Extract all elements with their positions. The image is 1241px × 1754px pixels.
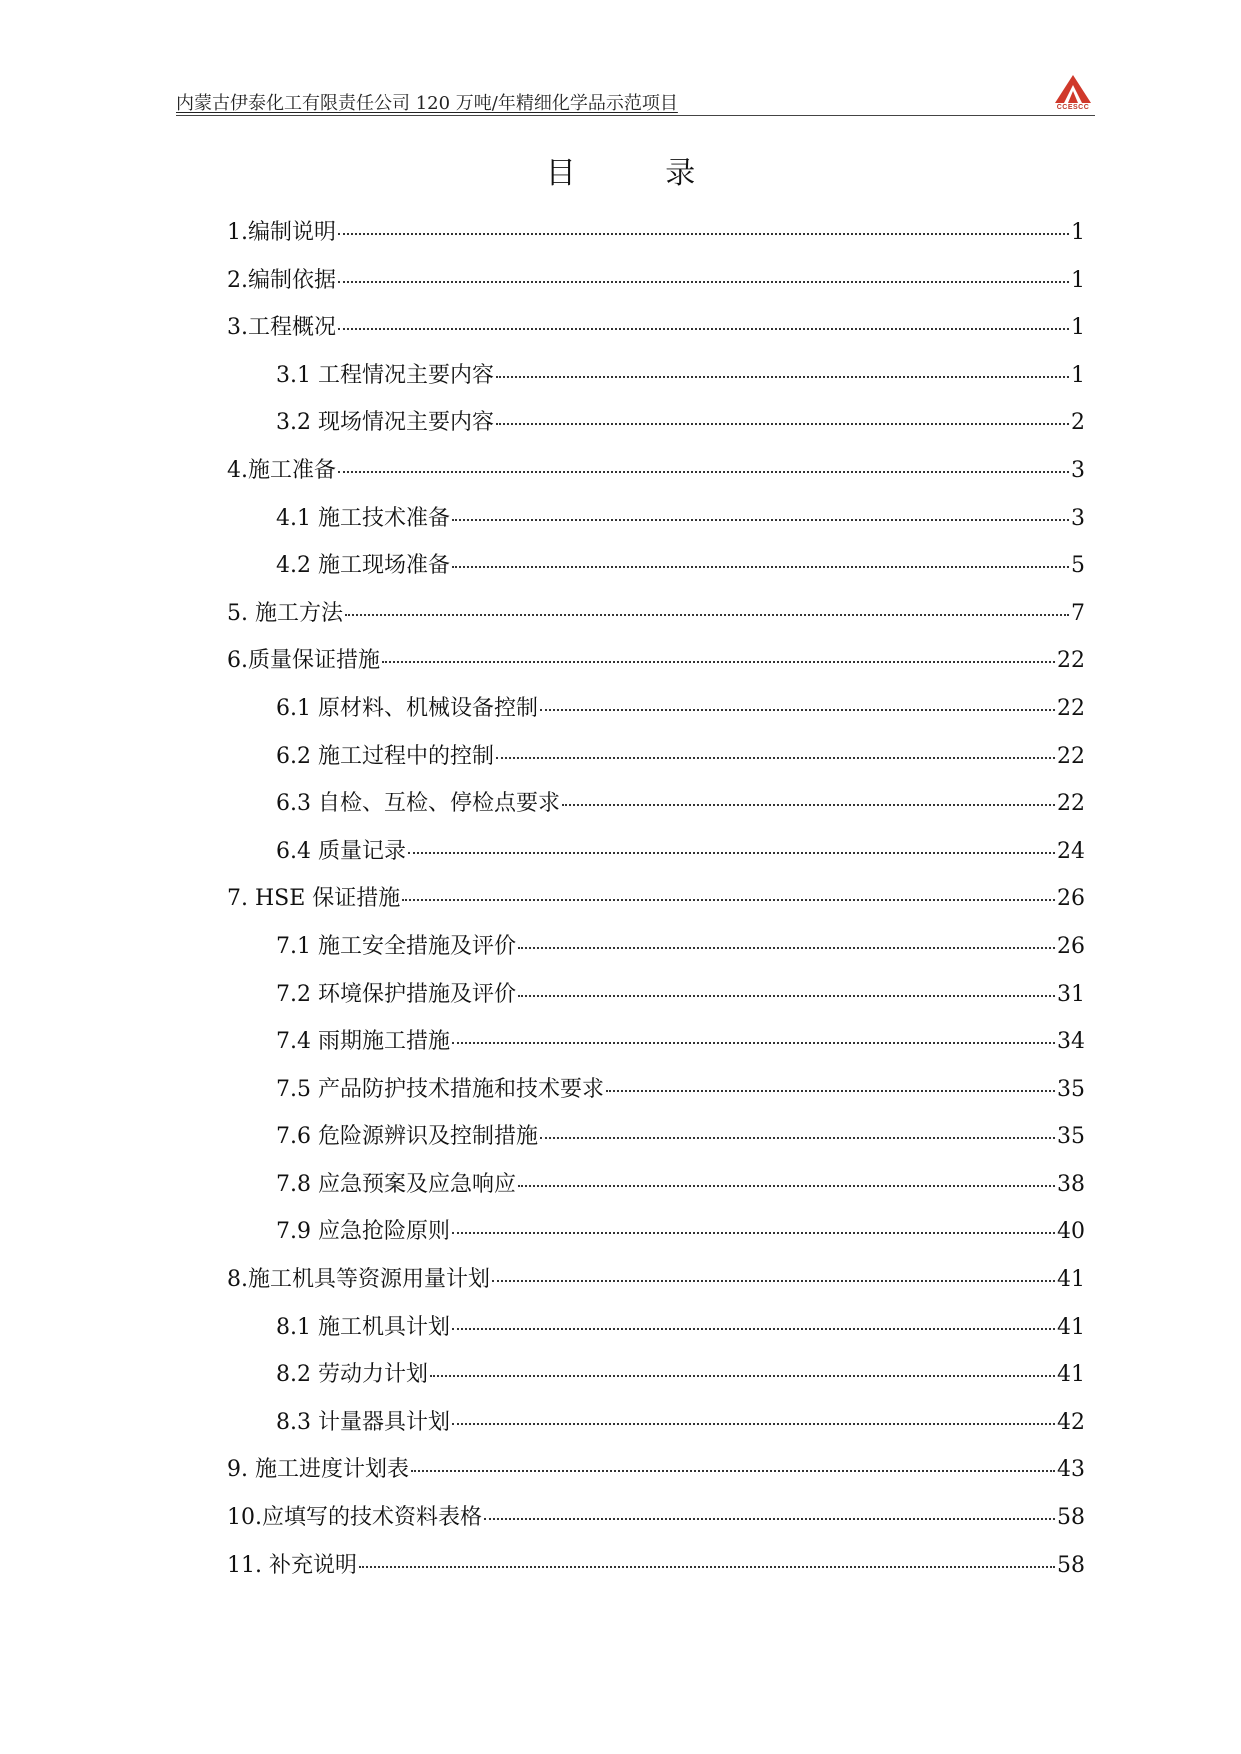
toc-leader-dots [408,851,1055,854]
page-header [176,85,1095,116]
toc-entry-label: 6.1 原材料、机械设备控制 [276,695,538,721]
toc-entry-label: 7. HSE 保证措施 [227,886,401,912]
toc-entry-page-number: 42 [1057,1409,1085,1435]
toc-entry-page-number: 26 [1057,933,1085,959]
toc-entry-page-number: 5 [1071,553,1085,579]
toc-entry[interactable] [227,310,1085,358]
toc-entry-label: 11. 补充说明 [227,1552,357,1578]
toc-entry-label: 4.施工准备 [227,457,336,483]
toc-entry-label: 7.9 应急抢险原则 [276,1219,450,1245]
toc-entry-page-number: 1 [1071,267,1085,293]
toc-entry[interactable] [227,977,1085,1025]
toc-entry-label: 6.2 施工过程中的控制 [276,743,494,769]
toc-entry-label: 10.应填写的技术资料表格 [227,1505,482,1531]
toc-entry-page-number: 34 [1057,1029,1085,1055]
toc-entry-page-number: 3 [1071,457,1085,483]
toc-entry[interactable] [227,501,1085,549]
toc-entry-label: 3.工程概况 [227,315,336,341]
toc-entry-label: 3.2 现场情况主要内容 [276,410,494,436]
toc-entry[interactable] [227,215,1085,263]
toc-entry[interactable] [227,1500,1085,1548]
toc-entry-label: 6.4 质量记录 [276,838,406,864]
toc-leader-dots [484,1517,1055,1520]
toc-entry-label: 2.编制依据 [227,267,336,293]
toc-entry[interactable] [227,1072,1085,1120]
toc-leader-dots [452,1327,1055,1330]
toc-entry[interactable] [227,1357,1085,1405]
toc-entry-label: 8.1 施工机具计划 [276,1314,450,1340]
toc-leader-dots [411,1469,1055,1472]
toc-leader-dots [402,898,1055,901]
toc-entry-page-number: 35 [1057,1076,1085,1102]
toc-entry[interactable] [227,1024,1085,1072]
toc-entry-page-number: 58 [1057,1552,1085,1578]
toc-entry[interactable] [227,834,1085,882]
toc-leader-dots [518,946,1055,949]
toc-entry[interactable] [227,1405,1085,1453]
toc-leader-dots [338,470,1069,473]
toc-leader-dots [540,1136,1055,1139]
toc-leader-dots [540,708,1055,711]
toc-entry-page-number: 41 [1057,1314,1085,1340]
toc-leader-dots [562,803,1055,806]
toc-entry-page-number: 1 [1071,220,1085,245]
toc-entry-page-number: 3 [1071,505,1085,531]
toc-leader-dots [338,280,1069,283]
toc-leader-dots [452,1231,1055,1234]
toc-leader-dots [430,1374,1055,1377]
toc-entry[interactable] [227,643,1085,691]
table-of-contents [227,215,1085,1595]
toc-entry-label: 6.3 自检、互检、停检点要求 [276,791,560,817]
toc-entry-page-number: 26 [1057,886,1085,912]
toc-entry-page-number: 58 [1057,1505,1085,1531]
toc-entry[interactable] [227,596,1085,644]
toc-leader-dots [496,375,1069,378]
toc-entry[interactable] [227,453,1085,501]
toc-leader-dots [492,1279,1055,1282]
logo-text: CCESCC [1056,104,1090,111]
toc-entry-label: 6.质量保证措施 [227,648,380,674]
toc-entry[interactable] [227,881,1085,929]
toc-entry[interactable] [227,786,1085,834]
toc-entry[interactable] [227,1310,1085,1358]
toc-entry-label: 7.5 产品防护技术措施和技术要求 [276,1076,604,1102]
toc-entry[interactable] [227,1548,1085,1596]
toc-entry[interactable] [227,358,1085,406]
toc-entry[interactable] [227,739,1085,787]
toc-entry[interactable] [227,691,1085,739]
toc-leader-dots [606,1089,1055,1092]
toc-entry[interactable] [227,263,1085,311]
page-title: 目 录 [545,156,736,191]
toc-leader-dots [496,422,1069,425]
toc-entry-label: 1.编制说明 [227,220,336,245]
toc-entry[interactable] [227,1214,1085,1262]
toc-entry-page-number: 38 [1057,1171,1085,1197]
toc-leader-dots [359,1565,1055,1568]
toc-leader-dots [518,1184,1055,1187]
toc-entry-page-number: 1 [1071,315,1085,341]
toc-entry-page-number: 41 [1057,1362,1085,1388]
toc-entry-page-number: 1 [1071,362,1085,388]
toc-entry[interactable] [227,1119,1085,1167]
toc-entry[interactable] [227,1167,1085,1215]
toc-entry-page-number: 40 [1057,1219,1085,1245]
toc-entry[interactable] [227,405,1085,453]
toc-entry-label: 4.1 施工技术准备 [276,505,450,531]
toc-entry-page-number: 35 [1057,1124,1085,1150]
toc-entry-label: 3.1 工程情况主要内容 [276,362,494,388]
toc-entry-label: 9. 施工进度计划表 [227,1457,409,1483]
toc-entry-page-number: 43 [1057,1457,1085,1483]
toc-entry-label: 8.3 计量器具计划 [276,1409,450,1435]
toc-entry-label: 7.1 施工安全措施及评价 [276,933,516,959]
toc-leader-dots [338,327,1069,330]
toc-entry-label: 7.4 雨期施工措施 [276,1029,450,1055]
toc-entry-label: 4.2 施工现场准备 [276,553,450,579]
toc-leader-dots [496,756,1055,759]
toc-leader-dots [452,1422,1055,1425]
toc-entry-label: 8.施工机具等资源用量计划 [227,1267,490,1293]
toc-entry-page-number: 31 [1057,981,1085,1007]
toc-entry-label: 7.8 应急预案及应急响应 [276,1171,516,1197]
toc-entry-page-number: 22 [1057,743,1085,769]
triangle-logo-icon [1051,73,1095,105]
toc-entry-label: 7.6 危险源辨识及控制措施 [276,1124,538,1150]
toc-entry[interactable] [227,929,1085,977]
company-logo [1051,73,1095,115]
toc-entry-page-number: 41 [1057,1267,1085,1293]
toc-entry-page-number: 7 [1071,600,1085,626]
toc-entry-page-number: 22 [1057,648,1085,674]
toc-leader-dots [338,232,1069,235]
toc-entry-label: 8.2 劳动力计划 [276,1362,428,1388]
toc-leader-dots [518,994,1055,997]
toc-entry-page-number: 22 [1057,791,1085,817]
toc-entry-page-number: 24 [1057,838,1085,864]
toc-leader-dots [345,613,1069,616]
toc-entry[interactable] [227,1262,1085,1310]
toc-entry-page-number: 22 [1057,695,1085,721]
toc-leader-dots [452,565,1069,568]
toc-entry-label: 7.2 环境保护措施及评价 [276,981,516,1007]
toc-entry-page-number: 2 [1071,410,1085,436]
toc-leader-dots [452,518,1069,521]
toc-leader-dots [382,660,1055,663]
toc-entry-label: 5. 施工方法 [227,600,343,626]
toc-leader-dots [452,1041,1055,1044]
header-project-title: 内蒙古伊泰化工有限责任公司 120 万吨/年精细化学品示范项目 [176,93,678,114]
toc-entry[interactable] [227,548,1085,596]
toc-entry[interactable] [227,1452,1085,1500]
